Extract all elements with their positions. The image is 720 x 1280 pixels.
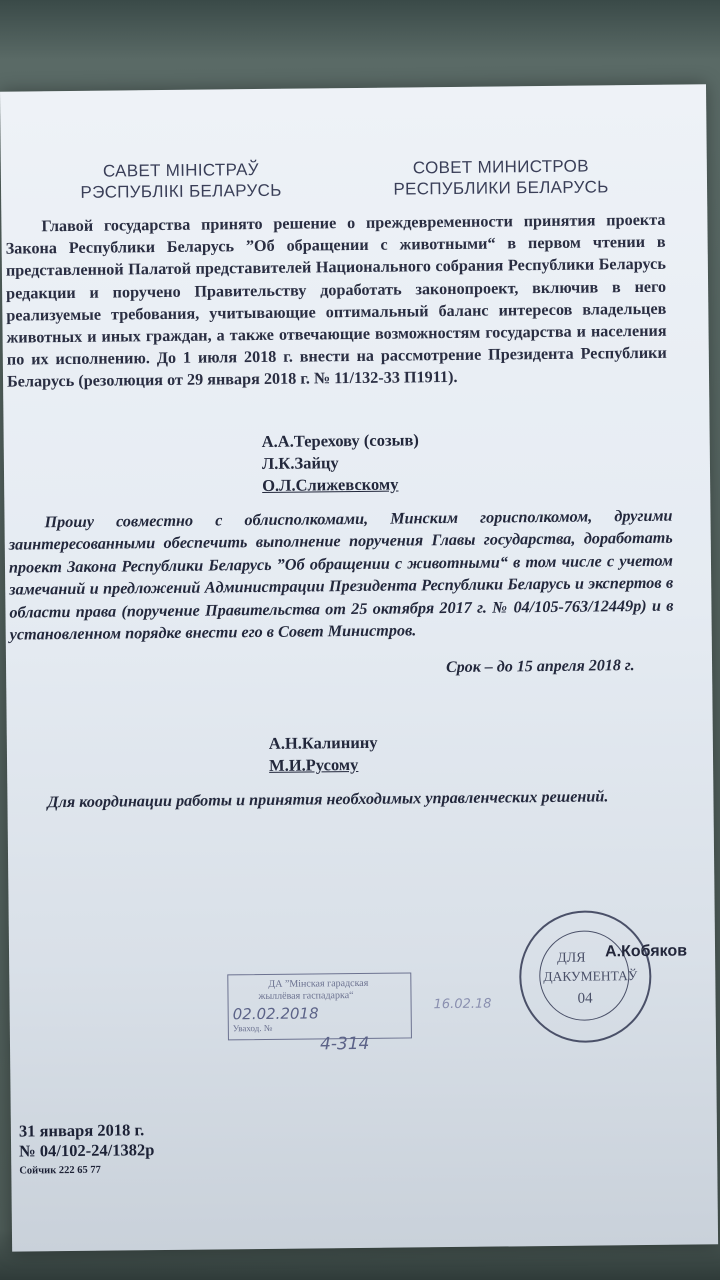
paragraph-coordination: Для координации работы и принятия необходимых управленческих решений.	[47, 787, 609, 812]
deadline: Срок – до 15 апреля 2018 г.	[445, 657, 635, 677]
addressees-first	[262, 429, 420, 497]
stamp-org-line2: жыллёвая гаспадарка“	[258, 990, 354, 1003]
seal-line3: 04	[577, 990, 593, 1007]
executor-phone: Сойчик 222 65 77	[19, 1164, 101, 1177]
seal-line2: ДАКУМЕНТАЎ	[543, 968, 638, 985]
paragraph-request: Прошу совместно с облисполкомами, Минским горисполкомом, другими заинтересованными обеспечить выполнение поручения Главы государства, доработать проект Закона Республики Беларусь ”Об обращении с животными“ в том числе с учетом замечаний и предложений Администрации Президента Республики Беларусь и экспертов в области права (поручение Правительства от 25 октября 2017 г. № 04/105-763/12449р) и в установленном порядке внести его в Совет Министров.	[8, 506, 674, 644]
signatory: А.Кобяков	[604, 942, 688, 961]
header-left-line1: САВЕТ МІНІСТРАЎ	[102, 159, 259, 181]
seal-line1: ДЛЯ	[557, 950, 586, 966]
addressees-second	[269, 732, 378, 777]
addressee: Л.К.Зайцу	[261, 453, 339, 473]
seal-stamp	[519, 910, 652, 1043]
header-russian	[381, 155, 621, 200]
document-date-block	[19, 1120, 155, 1161]
header-right-line2: РЕСПУБЛИКИ БЕЛАРУСЬ	[393, 177, 609, 199]
header-right-line1: СОВЕТ МИНИСТРОВ	[412, 156, 589, 178]
paragraph-decision: Главой государства принято решение о преждевременности принятия проекта Закона Республики Беларусь ”Об обращении с животными“ в первом чтении в представленной Палатой представителей Национального собрания Республики Беларусь редакции и поручено Правительству доработать законопроект, включив в него реализуемые требования, учитывающие оптимальный баланс интересов владельцев животных и иных граждан, а также отвечающие возможностям государства и населения по их исполнению. До 1 июля 2018 г. внести на рассмотрение Президента Республики Беларусь (резолюция от 29 января 2018 г. № 11/132-33 П1911).	[5, 210, 667, 392]
addressee: О.Л.Слижевскому	[262, 474, 399, 495]
document-number: № 04/102-24/1382р	[19, 1140, 155, 1161]
stamp-date: 02.02.2018	[232, 1004, 319, 1024]
addressee: А.Н.Калинину	[268, 732, 378, 753]
document-date: 31 января 2018 г.	[18, 1120, 145, 1141]
stamp-footer: Уваход. №	[232, 1022, 273, 1034]
addressee: М.И.Русому	[268, 754, 359, 775]
document-page	[0, 84, 718, 1251]
registration-stamp	[227, 972, 412, 1040]
stamp-org-line1: ДА ”Мінская гарадская	[268, 977, 369, 990]
handwritten-note: 16.02.18	[433, 996, 492, 1013]
header-left-line2: РЭСПУБЛІКІ БЕЛАРУСЬ	[80, 180, 282, 202]
header-belarusian	[61, 159, 301, 204]
addressee: А.А.Терехову (созыв)	[261, 430, 419, 451]
handwritten-number: 4-314	[319, 1033, 370, 1055]
